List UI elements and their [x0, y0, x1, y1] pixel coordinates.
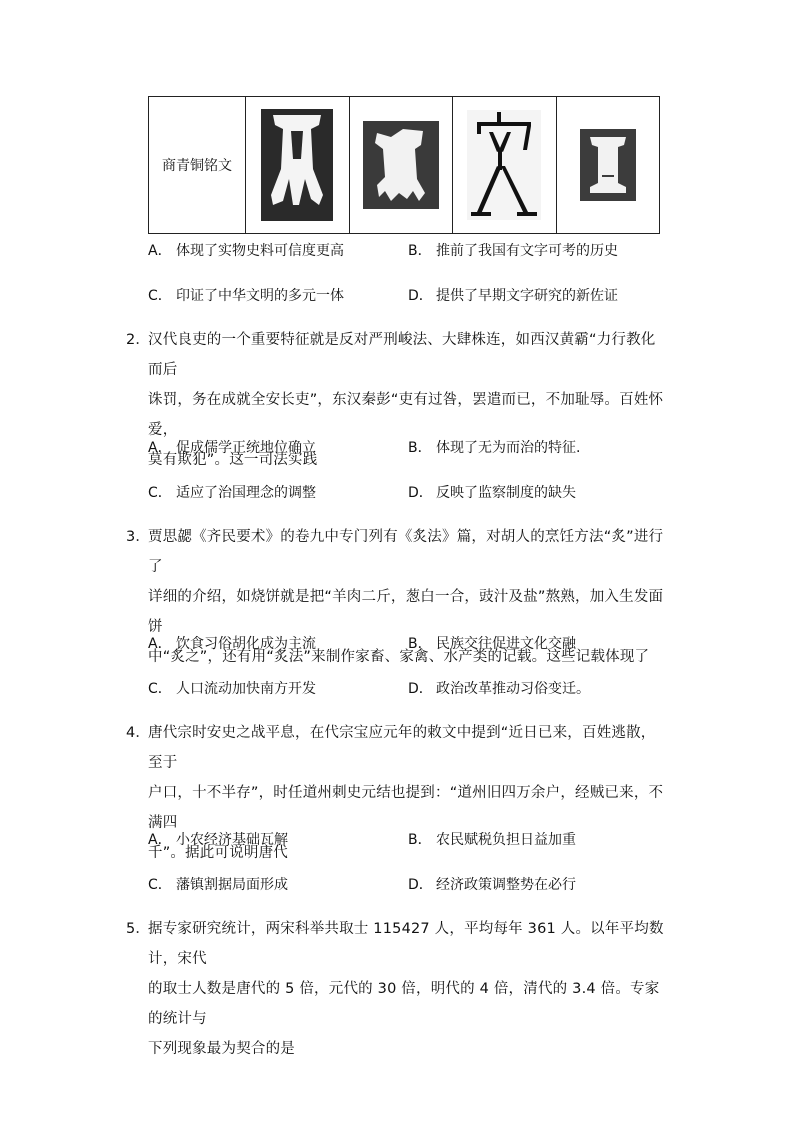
question-line-1: 据专家研究统计，两宋科举共取士 115427 人，平均每年 361 人。以年平均数计，宋代	[148, 921, 664, 967]
option-letter: B．	[408, 243, 432, 259]
question-number: 3．	[126, 529, 151, 545]
question-number: 5．	[126, 921, 151, 937]
q4-option-d[interactable]	[408, 875, 576, 895]
inscription-image-2	[349, 97, 453, 234]
question-5	[126, 914, 668, 1064]
question-line-3: 千”。据此可说明唐代	[148, 845, 289, 861]
option-letter: A．	[148, 832, 172, 848]
option-letter: C．	[148, 485, 172, 501]
option-text: 适应了治国理念的调整	[176, 485, 316, 501]
inscription-table	[148, 96, 660, 234]
option-letter: C．	[148, 877, 172, 893]
option-letter: B．	[408, 636, 432, 652]
inscription-image-4	[556, 97, 660, 234]
option-letter: C．	[148, 288, 172, 304]
question-line-3: 中“炙之”，还有用“炙法”来制作家畜、家禽、水产类的记载。这些记载体现了	[148, 649, 650, 665]
q3-option-d[interactable]	[408, 679, 590, 699]
option-letter: D．	[408, 877, 433, 893]
option-letter: B．	[408, 440, 432, 456]
option-text: 饮食习俗胡化成为主流	[176, 636, 316, 652]
option-text: 农民赋税负担日益加重	[436, 832, 576, 848]
question-line-1: 唐代宗时安史之战平息，在代宗宝应元年的敕文中提到“近日已来，百姓逃散，至于	[148, 725, 656, 771]
q1-option-d[interactable]	[408, 286, 618, 306]
option-text: 政治改革推动习俗变迁。	[436, 681, 590, 697]
question-number: 2．	[126, 332, 151, 348]
option-text: 民族交往促进文化交融	[436, 636, 576, 652]
inscription-image-3	[453, 97, 557, 234]
question-line-2: 诛罚，务在成就全安长吏”，东汉秦彭“吏有过咎，罢遣而已，不加耻辱。百姓怀爱，	[148, 392, 664, 438]
option-text: 人口流动加快南方开发	[176, 681, 316, 697]
option-text: 体现了实物史料可信度更高	[176, 243, 344, 259]
q3-option-a[interactable]	[148, 634, 316, 654]
table-label: 商青铜铭文	[149, 97, 246, 234]
question-line-2: 的取士人数是唐代的 5 倍，元代的 30 倍，明代的 4 倍，清代的 3.4 倍。专家的统计与	[148, 981, 660, 1027]
question-line-1: 贾思勰《齐民要术》的卷九中专门列有《炙法》篇，对胡人的烹饪方法“炙”进行了	[148, 529, 664, 575]
q1-option-c[interactable]	[148, 286, 344, 306]
question-line-3: 莫有欺犯”。这一司法实践	[148, 452, 318, 468]
q1-option-b[interactable]	[408, 241, 618, 261]
q2-option-a[interactable]	[148, 438, 316, 458]
option-letter: B．	[408, 832, 432, 848]
option-letter: A．	[148, 440, 172, 456]
q3-option-c[interactable]	[148, 679, 316, 699]
option-text: 体现了无为而治的特征.	[436, 440, 581, 456]
q4-option-c[interactable]	[148, 875, 288, 895]
q4-option-a[interactable]	[148, 830, 288, 850]
question-number: 4．	[126, 725, 151, 741]
question-line-1: 汉代良吏的一个重要特征就是反对严刑峻法、大肆株连，如西汉黄霸“力行教化而后	[148, 332, 656, 378]
option-letter: C．	[148, 681, 172, 697]
q2-option-b[interactable]	[408, 438, 580, 458]
option-letter: D．	[408, 485, 433, 501]
option-letter: A．	[148, 636, 172, 652]
question-line-2: 户口，十不半存”，时任道州刺史元结也提到：“道州旧四万余户，经贼已来，不满四	[148, 785, 664, 831]
q4-option-b[interactable]	[408, 830, 576, 850]
option-letter: D．	[408, 681, 433, 697]
option-text: 小农经济基础瓦解	[176, 832, 288, 848]
question-line-3: 下列现象最为契合的是	[148, 1041, 295, 1057]
option-text: 促成儒学正统地位确立	[176, 440, 316, 456]
option-text: 推前了我国有文字可考的历史	[436, 243, 618, 259]
question-line-2: 详细的介绍，如烧饼就是把“羊肉二斤，葱白一合，豉汁及盐”熬熟，加入生发面饼	[148, 589, 664, 635]
option-text: 藩镇割据局面形成	[176, 877, 288, 893]
option-text: 印证了中华文明的多元一体	[176, 288, 344, 304]
option-text: 提供了早期文字研究的新佐证	[436, 288, 618, 304]
q2-option-d[interactable]	[408, 483, 576, 503]
q3-option-b[interactable]	[408, 634, 576, 654]
option-text: 经济政策调整势在必行	[436, 877, 576, 893]
inscription-image-1	[246, 97, 350, 234]
option-text: 反映了监察制度的缺失	[436, 485, 576, 501]
q1-option-a[interactable]	[148, 241, 344, 261]
option-letter: A．	[148, 243, 172, 259]
q2-option-c[interactable]	[148, 483, 316, 503]
option-letter: D．	[408, 288, 433, 304]
